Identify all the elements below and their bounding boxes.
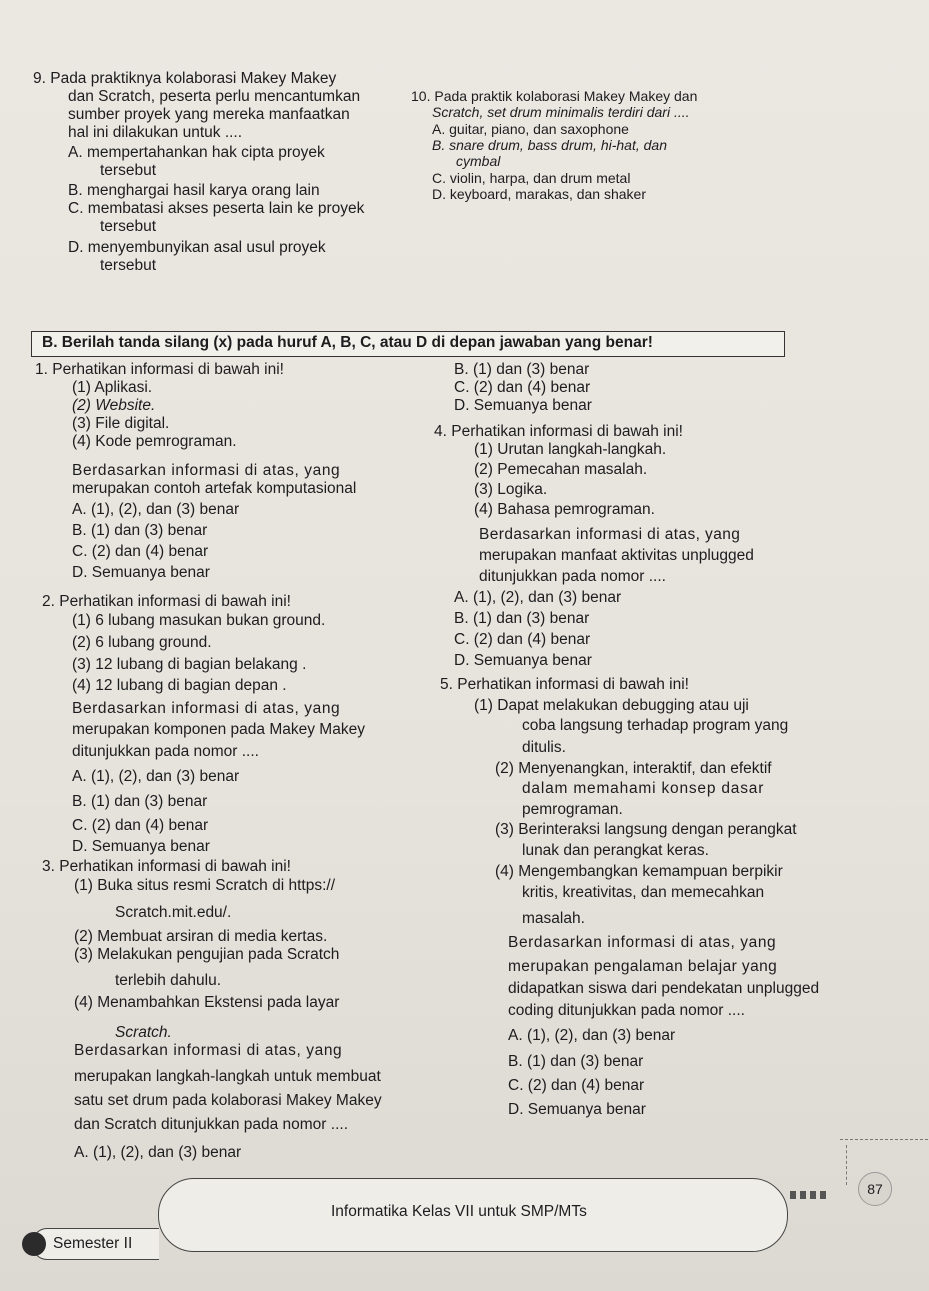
q2-option-c[interactable]: C. (2) dan (4) benar: [72, 817, 209, 834]
q4-option-a[interactable]: A. (1), (2), dan (3) benar: [454, 589, 622, 606]
q4-item-3: (3) Logika.: [474, 481, 548, 498]
q1-option-c[interactable]: C. (2) dan (4) benar: [72, 543, 209, 560]
q9-option-a[interactable]: A. mempertahankan hak cipta proyek: [68, 144, 325, 161]
q2-option-b[interactable]: B. (1) dan (3) benar: [72, 793, 208, 810]
q10-stem-line2: Scratch, set drum minimalis terdiri dari ....: [432, 104, 690, 120]
q5-item-2-cont2: pemrograman.: [522, 801, 623, 818]
q3-item-3-cont: terlebih dahulu.: [115, 972, 221, 989]
q9-option-c-cont: tersebut: [100, 218, 157, 235]
q2-item-3: (3) 12 lubang di bagian belakang .: [72, 656, 307, 673]
decorative-dashed-vertical: [846, 1145, 847, 1185]
q4-option-d[interactable]: D. Semuanya benar: [454, 652, 592, 669]
q5-item-3: (3) Berinteraksi langsung dengan perangkat: [495, 821, 797, 838]
q5-item-4-cont: kritis, kreativitas, dan memecahkan: [522, 884, 765, 901]
q5-item-1-cont: coba langsung terhadap program yang: [522, 717, 789, 734]
footer-semester: Semester II: [53, 1235, 133, 1252]
q10-option-c[interactable]: C. violin, harpa, dan drum metal: [432, 170, 631, 186]
q1-item-4: (4) Kode pemrograman.: [72, 433, 237, 450]
q4-item-2: (2) Pemecahan masalah.: [474, 461, 648, 478]
q5-question-line3: didapatkan siswa dari pendekatan unplugged: [508, 980, 820, 997]
q2-option-d[interactable]: D. Semuanya benar: [72, 838, 210, 855]
section-b-header: [31, 331, 785, 357]
q9-stem-line3: sumber proyek yang mereka manfaatkan: [68, 106, 350, 123]
q1-item-1: (1) Aplikasi.: [72, 379, 153, 396]
q10-option-b[interactable]: B. snare drum, bass drum, hi-hat, dan: [432, 137, 667, 153]
section-b-title: B. Berilah tanda silang (x) pada huruf A, B, C, atau D di depan jawaban yang benar!: [42, 334, 653, 351]
q1-item-3: (3) File digital.: [72, 415, 170, 432]
q5-question-line2: merupakan pengalaman belajar yang: [508, 958, 778, 975]
q4-stem: 4. Perhatikan informasi di bawah ini!: [434, 423, 683, 440]
q3-question-line1: Berdasarkan informasi di atas, yang: [74, 1042, 343, 1059]
q1-option-b-right[interactable]: B. (1) dan (3) benar: [454, 361, 590, 378]
footer-dot-icon: [22, 1232, 46, 1256]
q1-option-c-right[interactable]: C. (2) dan (4) benar: [454, 379, 591, 396]
q2-option-a[interactable]: A. (1), (2), dan (3) benar: [72, 768, 240, 785]
q4-item-4: (4) Bahasa pemrograman.: [474, 501, 655, 518]
q4-item-1: (1) Urutan langkah-langkah.: [474, 441, 667, 458]
q3-item-4: (4) Menambahkan Ekstensi pada layar: [74, 994, 340, 1011]
footer-semester-band: [32, 1228, 159, 1260]
q5-item-2-cont: dalam memahami konsep dasar: [522, 780, 765, 797]
q1-stem: 1. Perhatikan informasi di bawah ini!: [35, 361, 284, 378]
q1-item-2: (2) Website.: [72, 397, 156, 414]
q5-item-4-cont2: masalah.: [522, 910, 585, 927]
decorative-bars-icon: [790, 1186, 844, 1194]
q5-option-c[interactable]: C. (2) dan (4) benar: [508, 1077, 645, 1094]
q2-item-2: (2) 6 lubang ground.: [72, 634, 212, 651]
q9-option-a-cont: tersebut: [100, 162, 157, 179]
q1-option-d-right[interactable]: D. Semuanya benar: [454, 397, 592, 414]
q3-item-2: (2) Membuat arsiran di media kertas.: [74, 928, 328, 945]
q9-option-d-cont: tersebut: [100, 257, 157, 274]
q4-option-c[interactable]: C. (2) dan (4) benar: [454, 631, 591, 648]
q10-option-d[interactable]: D. keyboard, marakas, dan shaker: [432, 186, 646, 202]
q9-stem-line2: dan Scratch, peserta perlu mencantumkan: [68, 88, 361, 105]
q1-question-line1: Berdasarkan informasi di atas, yang: [72, 462, 341, 479]
q4-option-b[interactable]: B. (1) dan (3) benar: [454, 610, 590, 627]
q1-option-b[interactable]: B. (1) dan (3) benar: [72, 522, 208, 539]
q1-question-line2: merupakan contoh artefak komputasional: [72, 480, 357, 497]
q3-question-line4: dan Scratch ditunjukkan pada nomor ....: [74, 1116, 348, 1133]
q3-item-1: (1) Buka situs resmi Scratch di https://: [74, 877, 336, 894]
q9-option-c[interactable]: C. membatasi akses peserta lain ke proyek: [68, 200, 365, 217]
q10-stem-line1: 10. Pada praktik kolaborasi Makey Makey dan: [411, 88, 698, 104]
q5-item-3-cont: lunak dan perangkat keras.: [522, 842, 709, 859]
q3-stem: 3. Perhatikan informasi di bawah ini!: [42, 858, 291, 875]
q1-option-d[interactable]: D. Semuanya benar: [72, 564, 210, 581]
q4-question-line2: merupakan manfaat aktivitas unplugged: [479, 547, 754, 564]
q3-item-3: (3) Melakukan pengujian pada Scratch: [74, 946, 340, 963]
q2-stem: 2. Perhatikan informasi di bawah ini!: [42, 593, 291, 610]
q3-question-line3: satu set drum pada kolaborasi Makey Makey: [74, 1092, 382, 1109]
q10-option-a[interactable]: A. guitar, piano, dan saxophone: [432, 121, 629, 137]
q5-item-4: (4) Mengembangkan kemampuan berpikir: [495, 863, 783, 880]
decorative-dashed-line: [840, 1139, 928, 1140]
q9-option-b[interactable]: B. menghargai hasil karya orang lain: [68, 182, 320, 199]
q5-stem: 5. Perhatikan informasi di bawah ini!: [440, 676, 689, 693]
q5-item-1-cont2: ditulis.: [522, 739, 566, 756]
q2-question-line1: Berdasarkan informasi di atas, yang: [72, 700, 341, 717]
q3-option-a[interactable]: A. (1), (2), dan (3) benar: [74, 1144, 242, 1161]
q2-item-1: (1) 6 lubang masukan bukan ground.: [72, 612, 326, 629]
q9-option-d[interactable]: D. menyembunyikan asal usul proyek: [68, 239, 326, 256]
q5-option-a[interactable]: A. (1), (2), dan (3) benar: [508, 1027, 676, 1044]
q2-item-4: (4) 12 lubang di bagian depan .: [72, 677, 287, 694]
q5-option-d[interactable]: D. Semuanya benar: [508, 1101, 646, 1118]
q5-item-2: (2) Menyenangkan, interaktif, dan efektif: [495, 760, 772, 777]
q5-question-line1: Berdasarkan informasi di atas, yang: [508, 934, 777, 951]
q9-stem-line1: 9. Pada praktiknya kolaborasi Makey Makey: [33, 70, 337, 87]
footer-book-title: Informatika Kelas VII untuk SMP/MTs: [331, 1203, 587, 1220]
q2-question-line3: ditunjukkan pada nomor ....: [72, 743, 259, 760]
q4-question-line1: Berdasarkan informasi di atas, yang: [479, 526, 741, 543]
q3-item-4-cont: Scratch.: [115, 1024, 172, 1041]
q3-question-line2: merupakan langkah-langkah untuk membuat: [74, 1068, 381, 1085]
q3-item-1-cont: Scratch.mit.edu/.: [115, 904, 232, 921]
q10-option-b-cont: cymbal: [456, 153, 501, 169]
q4-question-line3: ditunjukkan pada nomor ....: [479, 568, 666, 585]
q5-option-b[interactable]: B. (1) dan (3) benar: [508, 1053, 644, 1070]
q5-question-line4: coding ditunjukkan pada nomor ....: [508, 1002, 745, 1019]
q1-option-a[interactable]: A. (1), (2), dan (3) benar: [72, 501, 240, 518]
q9-stem-line4: hal ini dilakukan untuk ....: [68, 124, 243, 141]
q2-question-line2: merupakan komponen pada Makey Makey: [72, 721, 365, 738]
footer-book-title-band: [158, 1178, 788, 1252]
q5-item-1: (1) Dapat melakukan debugging atau uji: [474, 697, 749, 714]
page-number: 87: [858, 1172, 892, 1206]
